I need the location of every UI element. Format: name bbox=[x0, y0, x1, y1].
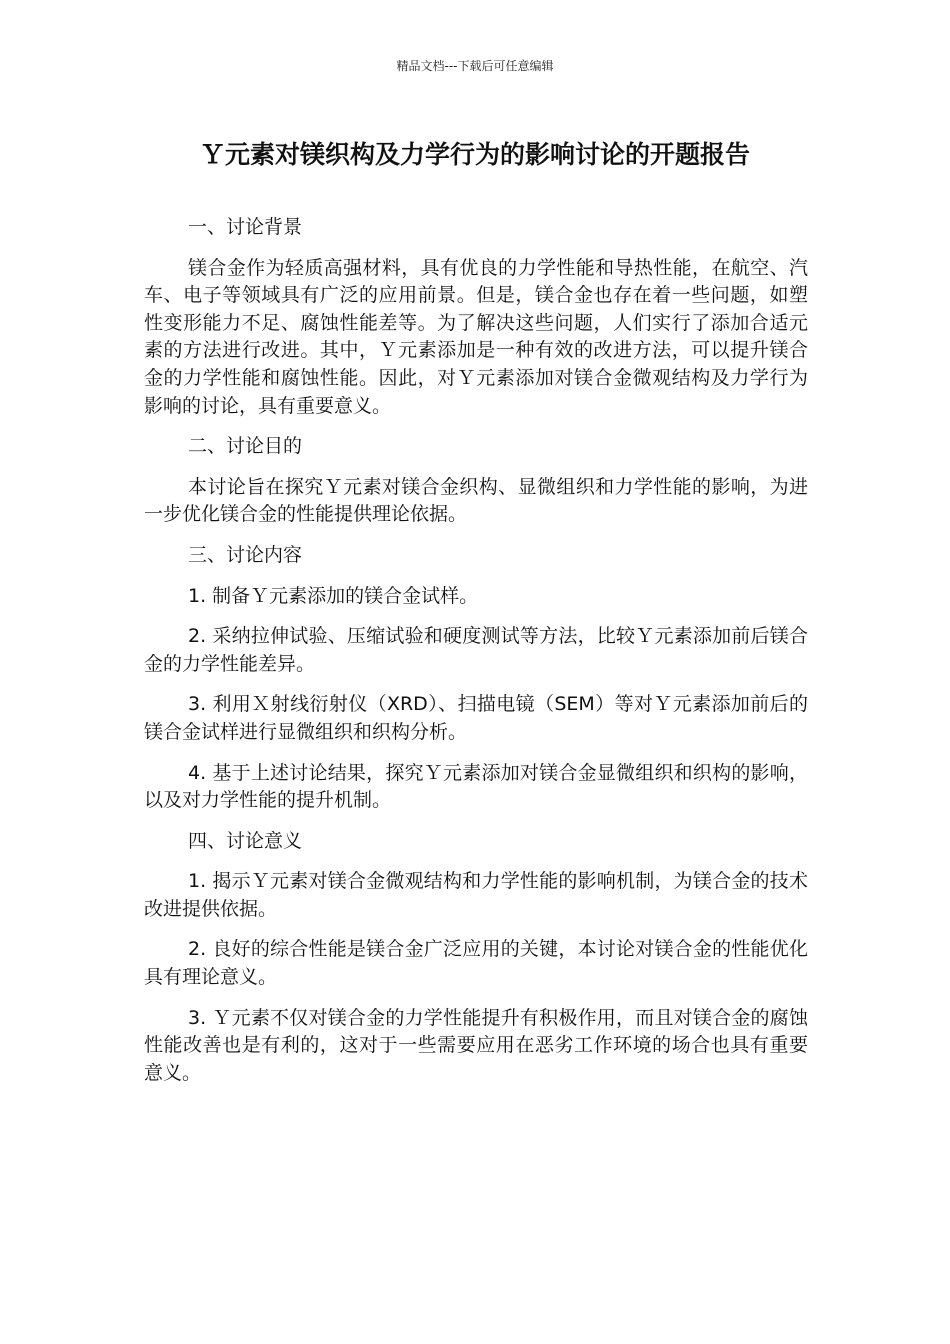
content-item-2: 2. 采纳拉伸试验、压缩试验和硬度测试等方法，比较Ｙ元素添加前后镁合金的力学性能差异。 bbox=[144, 625, 808, 675]
significance-item-3: 3. Ｙ元素不仅对镁合金的力学性能提升有积极作用，而且对镁合金的腐蚀性能改善也是有利的，这对于一些需要应用在恶劣工作环境的场合也具有重要意义。 bbox=[144, 1006, 808, 1084]
content-item-1: 1. 制备Ｙ元素添加的镁合金试样。 bbox=[188, 584, 479, 607]
content-item-3: 3. 利用Ｘ射线衍射仪（XRD）、扫描电镜（SEM）等对Ｙ元素添加前后的镁合金试样进行显微组织和织构分析。 bbox=[144, 693, 808, 743]
background-paragraph: 镁合金作为轻质高强材料，具有优良的力学性能和导热性能，在航空、汽车、电子等领域具有广泛的应用前景。但是，镁合金也存在着一些问题，如塑性变形能力不足、腐蚀性能差等。为了解决这些问题，人们实行了添加合适元素的方法进行改进。其中，Ｙ元素添加是一种有效的改进方法，可以提升镁合金的力学性能和腐蚀性能。因此，对Ｙ元素添加对镁合金微观结构及力学行为影响的讨论，具有重要意义。 bbox=[144, 256, 808, 417]
section-heading-content: 三、讨论内容 bbox=[188, 543, 303, 566]
document-title: Ｙ元素对镁织构及力学行为的影响讨论的开题报告 bbox=[199, 140, 750, 169]
purpose-paragraph: 本讨论旨在探究Ｙ元素对镁合金织构、显微组织和力学性能的影响，为进一步优化镁合金的性能提供理论依据。 bbox=[144, 475, 808, 526]
document-body bbox=[144, 214, 808, 1100]
section-heading-background: 一、讨论背景 bbox=[188, 216, 303, 238]
section-heading-significance: 四、讨论意义 bbox=[188, 829, 303, 852]
header-note: 精品文档---下载后可任意编辑 bbox=[396, 59, 554, 73]
section-heading-purpose: 二、讨论目的 bbox=[188, 435, 303, 458]
significance-item-1: 1. 揭示Ｙ元素对镁合金微观结构和力学性能的影响机制，为镁合金的技术改进提供依据。 bbox=[144, 870, 808, 920]
content-item-4: 4. 基于上述讨论结果，探究Ｙ元素添加对镁合金显微组织和织构的影响，以及对力学性能的提升机制。 bbox=[144, 761, 808, 812]
significance-item-2: 2. 良好的综合性能是镁合金广泛应用的关键，本讨论对镁合金的性能优化具有理论意义。 bbox=[144, 938, 808, 989]
